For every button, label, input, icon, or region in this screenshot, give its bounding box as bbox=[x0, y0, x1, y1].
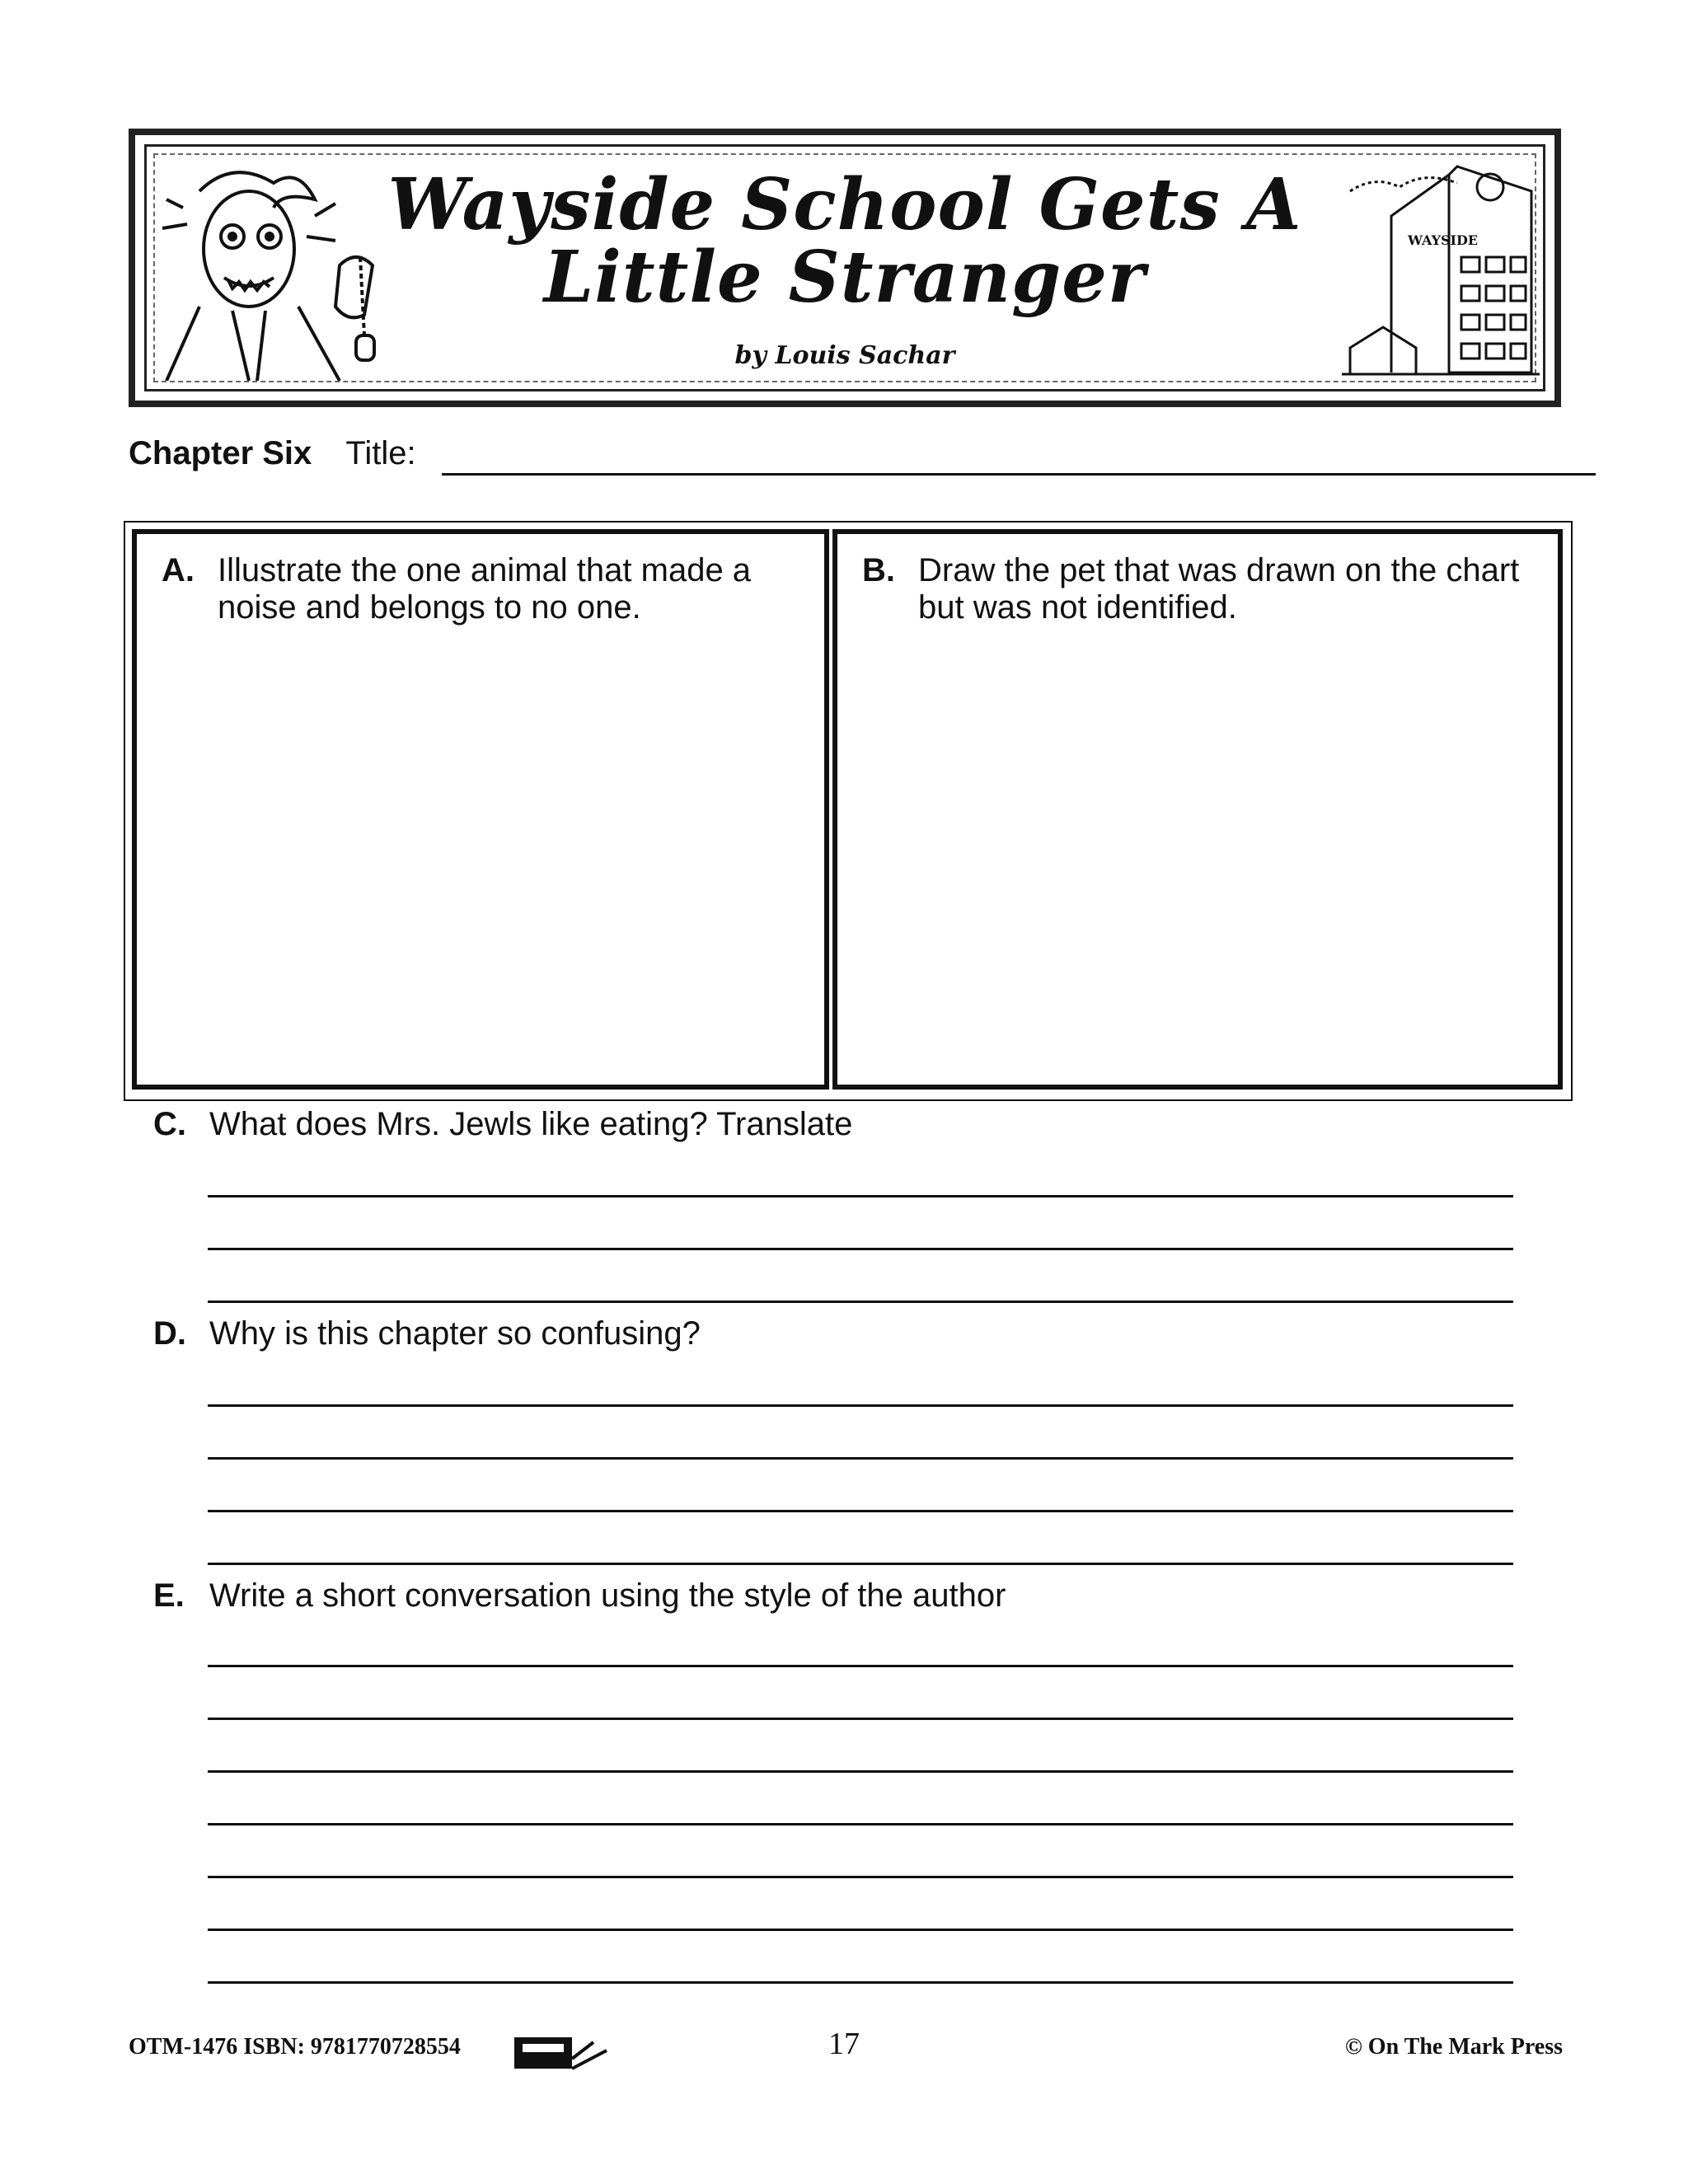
question-letter: E. bbox=[153, 1577, 185, 1614]
book-title-line1: Wayside School Gets A bbox=[387, 163, 1302, 246]
answer-line-e1[interactable] bbox=[208, 1665, 1513, 1667]
drawing-box-b[interactable] bbox=[832, 529, 1563, 1090]
chapter-title-row bbox=[129, 435, 1464, 472]
answer-line-d1[interactable] bbox=[208, 1404, 1513, 1407]
answer-line-e7[interactable] bbox=[208, 1981, 1513, 1984]
footer-copyright: © On The Mark Press bbox=[1344, 2034, 1563, 2060]
chapter-label: Chapter Six bbox=[129, 435, 312, 471]
answer-line-c1[interactable] bbox=[208, 1195, 1513, 1197]
question-letter: B. bbox=[862, 552, 895, 588]
answer-line-e2[interactable] bbox=[208, 1718, 1513, 1720]
header-banner bbox=[129, 129, 1561, 407]
answer-line-c2[interactable] bbox=[208, 1248, 1513, 1250]
question-text: What does Mrs. Jewls like eating? Translate bbox=[209, 1106, 853, 1142]
question-text: Write a short conversation using the style of the author bbox=[209, 1577, 1006, 1614]
book-title-line2: Little Stranger bbox=[543, 236, 1146, 319]
question-text: Draw the pet that was drawn on the chart but was not identified. bbox=[918, 552, 1520, 626]
question-text: Illustrate the one animal that made a noise and belongs to no one. bbox=[218, 552, 752, 626]
answer-line-c3[interactable] bbox=[208, 1301, 1513, 1303]
title-answer-line[interactable] bbox=[442, 473, 1596, 476]
answer-line-d4[interactable] bbox=[208, 1563, 1513, 1565]
question-letter: C. bbox=[153, 1106, 186, 1142]
building-sign: WAYSIDE bbox=[1408, 232, 1479, 248]
answer-line-e5[interactable] bbox=[208, 1876, 1513, 1878]
answer-line-d3[interactable] bbox=[208, 1510, 1513, 1512]
answer-line-e6[interactable] bbox=[208, 1929, 1513, 1931]
drawing-box-a[interactable] bbox=[132, 529, 829, 1090]
footer-isbn: OTM-1476 ISBN: 9781770728554 bbox=[129, 2034, 461, 2060]
question-text: Why is this chapter so confusing? bbox=[209, 1315, 701, 1352]
answer-line-e3[interactable] bbox=[208, 1770, 1513, 1773]
answer-line-d2[interactable] bbox=[208, 1457, 1513, 1460]
author-byline: by Louis Sachar bbox=[734, 341, 955, 370]
answer-line-e4[interactable] bbox=[208, 1823, 1513, 1825]
question-letter: D. bbox=[153, 1315, 186, 1352]
question-letter: A. bbox=[162, 552, 195, 588]
school-building-illustration bbox=[1342, 158, 1540, 381]
title-label: Title: bbox=[345, 435, 416, 471]
page-number: 17 bbox=[828, 2027, 860, 2061]
drawing-boxes bbox=[124, 521, 1573, 1101]
